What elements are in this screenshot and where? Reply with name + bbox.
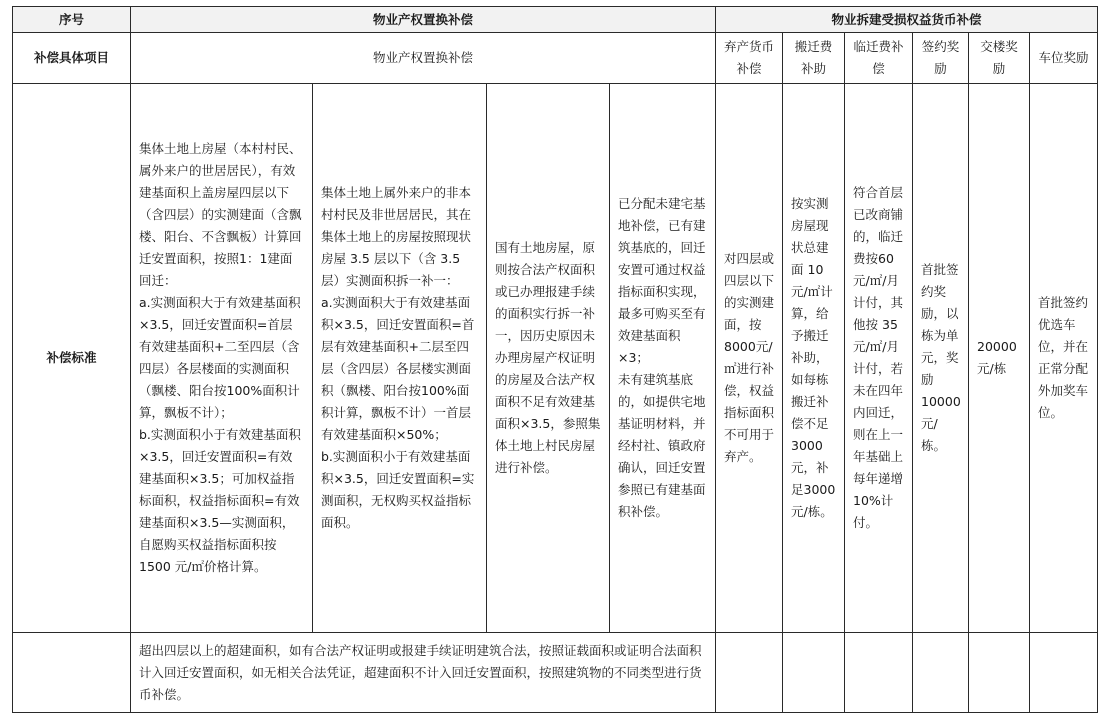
items-property-swap: 物业产权置换补偿 <box>131 33 716 84</box>
extra-empty-3 <box>845 633 913 713</box>
extra-overbuilt-text: 超出四层以上的超建面积，如有合法产权证明或报建手续证明建筑合法，按照证载面积或证明合法面积计入回迁安置面积，如无相关合法凭证，超建面积不计入回迁安置面积，按照建筑物的不同类型进行货币补偿。 <box>131 633 716 713</box>
standard-col2-intro: 集体土地上属外来户的非本村村民及非世居居民，其在集体土地上的房屋按照现状房屋 3.5 层以下（含 3.5 层）实测面积拆一补一： <box>321 185 472 288</box>
standard-signing-reward: 首批签约奖励，以栋为单元，奖励10000元/栋。 <box>913 84 969 633</box>
standard-state-land: 国有土地房屋，原则按合法产权面积或已办理报建手续的面积实行拆一补一，因历史原因未办理房屋产权证明的房屋及合法产权面积不足有效建基面积×3.5，参照集体土地上村民房屋进行补偿。 <box>487 84 610 633</box>
standard-collective-villager <box>131 84 313 633</box>
standard-move-subsidy: 按实测房屋现状总建面 10 元/㎡计算，给予搬迁补助，如每栋搬迁补偿不足3000元，补足3000元/栋。 <box>783 84 845 633</box>
item-handover-reward: 交楼奖励 <box>969 33 1030 84</box>
standard-row-label: 补偿标准 <box>13 84 131 633</box>
item-abandon-money: 弃产货币补偿 <box>716 33 783 84</box>
extra-empty-5 <box>969 633 1030 713</box>
extra-empty-6 <box>1030 633 1098 713</box>
header-money-compensation: 物业拆建受损权益货币补偿 <box>716 7 1098 33</box>
standard-collective-nonlocal <box>313 84 487 633</box>
extra-row <box>13 633 1098 713</box>
standard-col2-a: a.实测面积大于有效建基面积×3.5，回迁安置面积=首层有效建基面积+二层至四层（含四层）各层楼实测面积（飘楼、阳台按100%面积计算，飘板不计）一首层有效建基面积×50%； <box>321 295 475 442</box>
standard-col4-built: 已分配未建宅基地补偿，已有建筑基底的，回迁安置可通过权益指标面积实现，最多可购买至有效建基面积×3； <box>618 196 706 365</box>
standard-parking-reward: 首批签约优选车位，并在正常分配外加奖车位。 <box>1030 84 1098 633</box>
standard-temp-relocation: 符合首层已改商铺的，临迁费按60元/㎡/月计付，其他按 35 元/㎡/月计付，若未在四年内回迁，则在上一年基础上每年递增10%计付。 <box>845 84 913 633</box>
standard-handover-reward: 20000元/栋 <box>969 84 1030 633</box>
standard-abandon-money: 对四层或四层以下的实测建面，按8000元/㎡进行补偿，权益指标面积不可用于弃产。 <box>716 84 783 633</box>
item-signing-reward: 签约奖励 <box>913 33 969 84</box>
compensation-table <box>12 6 1098 713</box>
header-seq: 序号 <box>13 7 131 33</box>
standard-row <box>13 84 1098 633</box>
standard-col4-unbuilt: 未有建筑基底的，如提供宅地基证明材料，并经村社、镇政府确认，回迁安置参照已有建基面积补偿。 <box>618 372 706 519</box>
extra-empty-4 <box>913 633 969 713</box>
extra-empty-2 <box>783 633 845 713</box>
item-move-subsidy: 搬迁费补助 <box>783 33 845 84</box>
item-parking-reward: 车位奖励 <box>1030 33 1098 84</box>
item-temp-relocation: 临迁费补偿 <box>845 33 913 84</box>
items-row <box>13 33 1098 84</box>
standard-col1-intro: 集体土地上房屋（本村村民、属外来户的世居居民），有效建基面积上盖房屋四层以下（含四层）的实测建面（含飘楼、阳台、不含飘板）计算回迁安置面积，按照1：1建面回迁： <box>139 141 302 288</box>
items-row-label: 补偿具体项目 <box>13 33 131 84</box>
standard-col1-a: a.实测面积大于有效建基面积×3.5，回迁安置面积=首层有效建基面积+二至四层（含四层）各层楼面的实测面积（飘楼、阳台按100%面积计算，飘板不计）； <box>139 295 301 420</box>
standard-homestead <box>610 84 716 633</box>
extra-row-label <box>13 633 131 713</box>
header-row <box>13 7 1098 33</box>
header-property-swap: 物业产权置换补偿 <box>131 7 716 33</box>
standard-col2-b: b.实测面积小于有效建基面积×3.5，回迁安置面积=实测面积，无权购买权益指标面积。 <box>321 449 475 530</box>
standard-col1-b: b.实测面积小于有效建基面积×3.5，回迁安置面积=有效建基面积×3.5；可加权益指标面积，权益指标面积=有效建基面积×3.5—实测面积，自愿购买权益指标面积按 1500 元/㎡价格计算。 <box>139 427 301 574</box>
extra-empty-1 <box>716 633 783 713</box>
